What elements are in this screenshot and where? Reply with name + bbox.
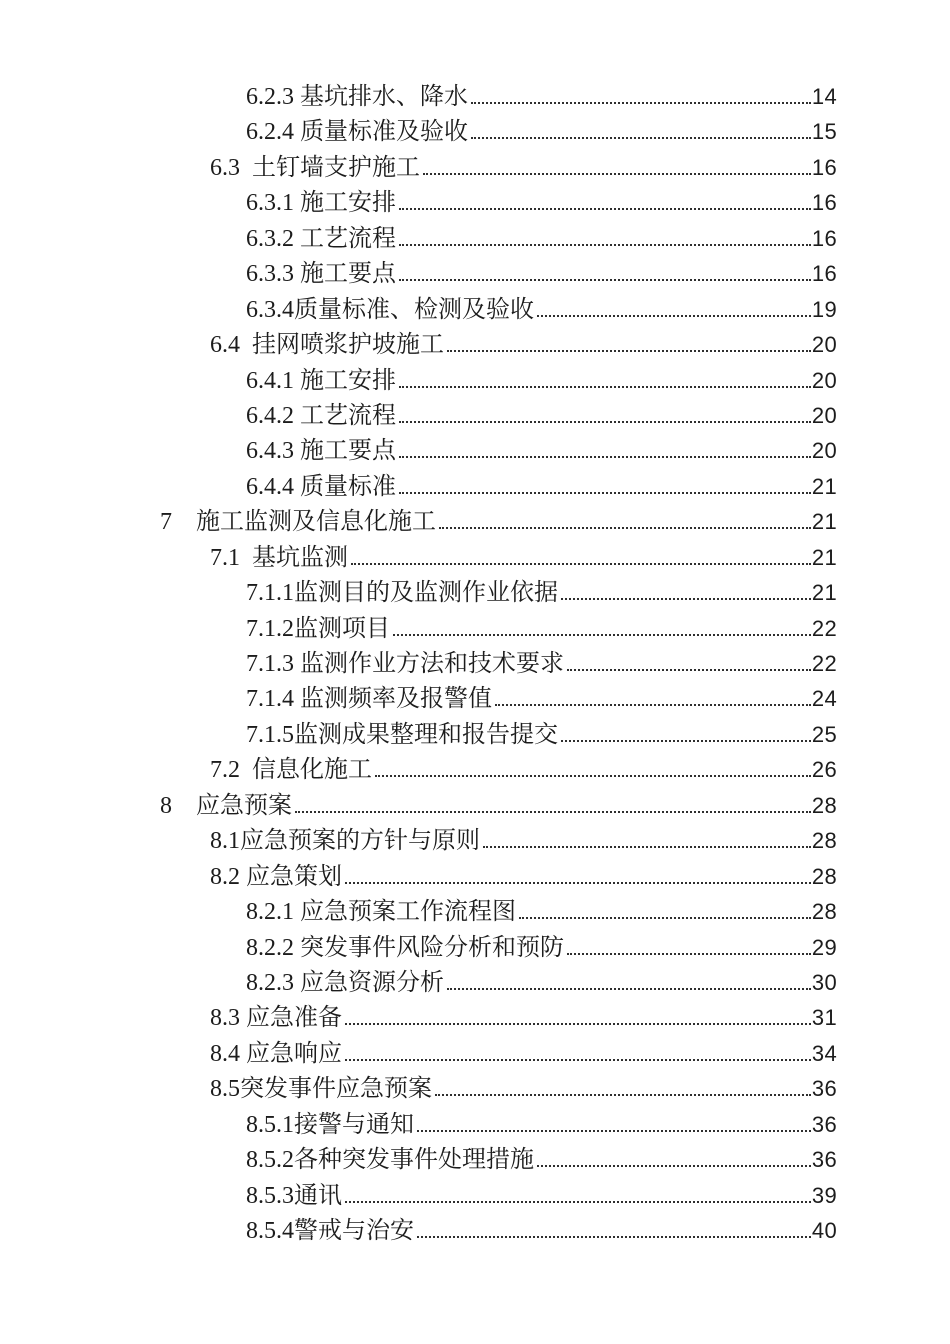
toc-entry-label: 6.4.1 施工安排 <box>246 367 396 394</box>
toc-entry[interactable] <box>0 182 950 217</box>
toc-entry-page: 20 <box>811 402 837 428</box>
toc-entry-page: 36 <box>811 1111 837 1137</box>
dot-leader <box>295 810 811 813</box>
toc-entry-page: 16 <box>811 261 837 287</box>
toc-entry-label: 6.4.4 质量标准 <box>246 473 396 500</box>
toc-entry-label: 7.1 基坑监测 <box>210 544 348 571</box>
toc-entry-label: 6.3.2 工艺流程 <box>246 225 396 252</box>
toc-entry-label: 7.1.3 监测作业方法和技术要求 <box>246 651 564 677</box>
toc-entry[interactable] <box>0 1104 950 1139</box>
toc-entry-page: 36 <box>811 1147 837 1173</box>
dot-leader <box>399 207 811 210</box>
toc-entry[interactable] <box>0 360 950 395</box>
dot-leader <box>345 1022 811 1025</box>
toc-entry-label: 8.2.1 应急预案工作流程图 <box>246 899 516 926</box>
toc-entry[interactable] <box>0 537 950 572</box>
toc-entry[interactable] <box>0 572 950 607</box>
dot-leader <box>345 1058 811 1061</box>
toc-entry[interactable] <box>0 289 950 324</box>
toc-entry[interactable] <box>0 997 950 1032</box>
toc-entry[interactable] <box>0 1175 950 1210</box>
toc-entry-page: 24 <box>811 686 837 712</box>
toc-entry[interactable] <box>0 1033 950 1068</box>
dot-leader <box>435 1093 811 1096</box>
dot-leader <box>345 881 811 884</box>
toc-entry-label: 7.1.4 监测频率及报警值 <box>246 686 492 713</box>
toc-entry[interactable] <box>0 253 950 288</box>
dot-leader <box>471 101 811 104</box>
toc-entry-page: 20 <box>811 367 837 393</box>
table-of-contents <box>0 76 950 1245</box>
dot-leader <box>495 703 811 706</box>
dot-leader <box>567 668 811 671</box>
toc-entry-label: 7.1.1监测目的及监测作业依据 <box>246 580 558 607</box>
toc-entry-label: 7.1.2监测项目 <box>246 615 390 642</box>
toc-entry[interactable] <box>0 218 950 253</box>
toc-entry-page: 16 <box>811 154 837 180</box>
toc-entry-label: 6.3.1 施工安排 <box>246 190 396 217</box>
toc-entry-page: 21 <box>811 473 837 499</box>
toc-entry-label: 7.1.5监测成果整理和报告提交 <box>246 721 558 748</box>
dot-leader <box>519 916 811 919</box>
toc-entry-label: 6.4.3 施工要点 <box>246 438 396 465</box>
dot-leader <box>417 1129 811 1132</box>
toc-entry-page: 14 <box>811 84 837 109</box>
toc-entry[interactable] <box>0 1139 950 1174</box>
toc-entry-page: 28 <box>811 792 837 818</box>
toc-entry-page: 21 <box>811 509 837 535</box>
dot-leader <box>447 987 811 990</box>
dot-leader <box>561 597 811 600</box>
toc-entry[interactable] <box>0 927 950 962</box>
dot-leader <box>399 385 811 388</box>
toc-entry[interactable] <box>0 785 950 820</box>
dot-leader <box>567 952 811 955</box>
dot-leader <box>393 633 811 636</box>
toc-entry[interactable] <box>0 501 950 536</box>
dot-leader <box>375 774 811 777</box>
toc-entry[interactable] <box>0 714 950 749</box>
dot-leader <box>447 349 811 352</box>
toc-entry-page: 22 <box>811 651 837 676</box>
toc-entry[interactable] <box>0 1210 950 1245</box>
toc-entry-page: 36 <box>811 1076 837 1102</box>
toc-entry-page: 20 <box>811 332 837 358</box>
toc-entry-page: 15 <box>811 119 837 145</box>
toc-entry-label: 7 施工监测及信息化施工 <box>160 509 436 536</box>
dot-leader <box>561 739 811 742</box>
dot-leader <box>417 1235 811 1238</box>
toc-entry-label: 8 应急预案 <box>160 792 292 819</box>
toc-entry-label: 8.5.1接警与通知 <box>246 1111 414 1138</box>
toc-entry-label: 8.2.3 应急资源分析 <box>246 969 444 996</box>
toc-entry-label: 6.2.4 质量标准及验收 <box>246 119 468 146</box>
toc-entry-page: 21 <box>811 580 837 606</box>
toc-entry-label: 8.1应急预案的方针与原则 <box>210 828 480 855</box>
toc-entry[interactable] <box>0 147 950 182</box>
toc-entry-label: 8.4 应急响应 <box>210 1040 342 1067</box>
toc-entry-page: 29 <box>811 934 837 960</box>
toc-entry-page: 25 <box>811 721 837 747</box>
toc-entry-page: 22 <box>811 615 837 641</box>
toc-entry-label: 8.3 应急准备 <box>210 1005 342 1032</box>
toc-entry-label: 6.3.4质量标准、检测及验收 <box>246 296 534 323</box>
toc-entry-label: 8.5.2各种突发事件处理措施 <box>246 1147 534 1174</box>
toc-entry-page: 28 <box>811 899 837 925</box>
toc-entry[interactable] <box>0 324 950 359</box>
toc-entry-label: 6.3 土钉墙支护施工 <box>210 154 420 181</box>
dot-leader <box>537 1164 811 1167</box>
toc-entry[interactable] <box>0 643 950 678</box>
toc-entry-page: 19 <box>811 296 837 322</box>
dot-leader <box>471 136 811 139</box>
toc-entry-page: 30 <box>811 969 837 995</box>
dot-leader <box>399 243 811 246</box>
toc-entry-label: 7.2 信息化施工 <box>210 757 372 784</box>
dot-leader <box>483 845 811 848</box>
toc-entry-page: 28 <box>811 863 837 889</box>
dot-leader <box>423 172 811 175</box>
toc-entry-label: 6.2.3 基坑排水、降水 <box>246 84 468 110</box>
dot-leader <box>345 1200 811 1203</box>
toc-entry[interactable] <box>0 820 950 855</box>
toc-entry[interactable] <box>0 749 950 784</box>
toc-entry-label: 6.4 挂网喷浆护坡施工 <box>210 332 444 359</box>
toc-entry[interactable] <box>0 466 950 501</box>
toc-entry[interactable] <box>0 430 950 465</box>
dot-leader <box>439 526 811 529</box>
toc-entry[interactable] <box>0 891 950 926</box>
toc-entry-label: 8.5.3通讯 <box>246 1182 342 1209</box>
toc-entry[interactable] <box>0 962 950 997</box>
toc-entry-page: 40 <box>811 1218 837 1243</box>
toc-entry-page: 16 <box>811 225 837 251</box>
toc-entry[interactable] <box>0 111 950 146</box>
dot-leader <box>399 420 811 423</box>
toc-entry-page: 26 <box>811 757 837 783</box>
toc-entry-page: 20 <box>811 438 837 464</box>
toc-entry[interactable] <box>0 608 950 643</box>
toc-entry-page: 34 <box>811 1040 837 1066</box>
dot-leader <box>399 278 811 281</box>
toc-entry[interactable] <box>0 678 950 713</box>
dot-leader <box>537 314 811 317</box>
toc-entry[interactable] <box>0 856 950 891</box>
toc-entry[interactable] <box>0 1068 950 1103</box>
dot-leader <box>399 491 811 494</box>
toc-entry-page: 21 <box>811 544 837 570</box>
toc-entry-label: 8.2.2 突发事件风险分析和预防 <box>246 934 564 961</box>
toc-entry-label: 8.2 应急策划 <box>210 863 342 890</box>
toc-entry-page: 16 <box>811 190 837 216</box>
toc-entry[interactable] <box>0 395 950 430</box>
dot-leader <box>399 455 811 458</box>
toc-entry-label: 6.3.3 施工要点 <box>246 261 396 288</box>
toc-entry-label: 8.5.4警戒与治安 <box>246 1218 414 1244</box>
dot-leader <box>351 562 811 565</box>
toc-entry-page: 28 <box>811 828 837 854</box>
toc-entry[interactable] <box>0 76 950 111</box>
toc-entry-label: 6.4.2 工艺流程 <box>246 402 396 429</box>
toc-entry-page: 39 <box>811 1182 837 1208</box>
toc-entry-label: 8.5突发事件应急预案 <box>210 1076 432 1103</box>
toc-entry-page: 31 <box>811 1005 837 1031</box>
